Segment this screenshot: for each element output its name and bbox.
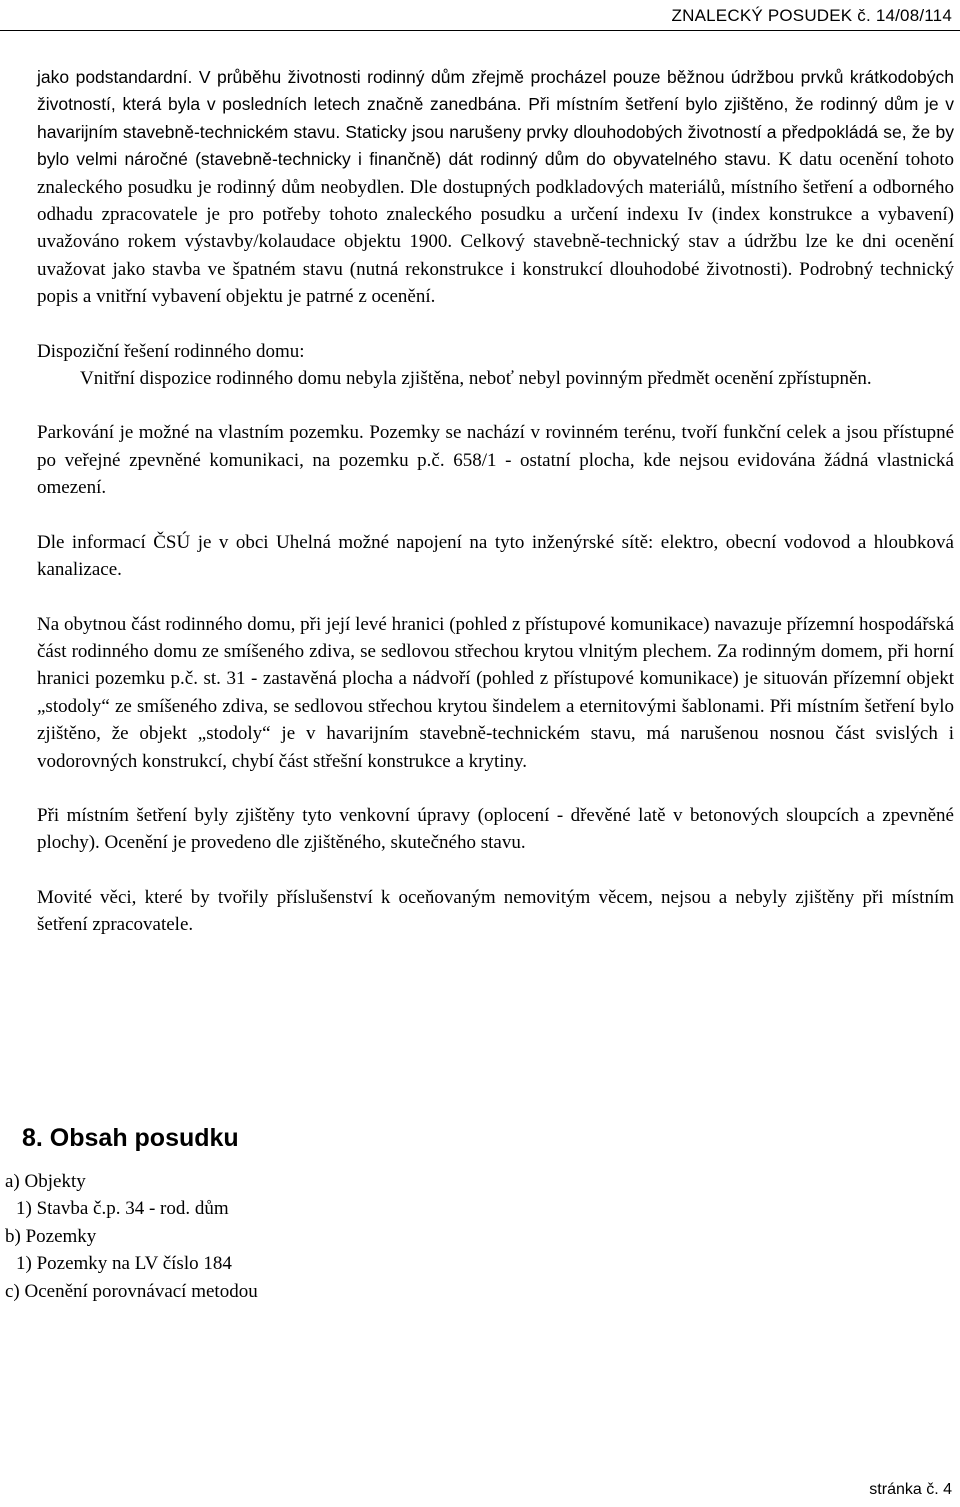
page-header: ZNALECKÝ POSUDEK č. 14/08/114 [671,6,952,25]
toc-item: c) Ocenění porovnávací metodou [5,1280,258,1302]
intro-sentence-2: Staticky jsou narušeny prvky dlouhodobých životností a předpokládá se, že by bylo velmi náročné (stavebně-technicky i finančně) dát rodinný dům do obyvatelného stavu. [37,121,954,170]
section-title: 8. Obsah posudku [22,1124,239,1152]
toc-subitem: 1) Pozemky na LV číslo 184 [16,1253,232,1275]
disposition-text: Vnitřní dispozice rodinného domu nebyla zjištěna, neboť nebyl povinným předmět ocenění zpřístupněn. [80,368,872,390]
utilities-paragraph: Dle informací ČSÚ je v obci Uhelná možné napojení na tyto inženýrské sítě: elektro, obecní vodovod a hloubková kanalizace. [37,531,954,581]
movables-paragraph: Movité věci, které by tvořily příslušenství k oceňovaným nemovitým věcem, nejsou a nebyly zjištěny při místním šetření zpracovatele. [37,886,954,936]
toc-item: a) Objekty [5,1171,86,1192]
contents-list [0,1168,258,1305]
disposition-heading: Dispoziční řešení rodinného domu: [37,340,305,362]
intro-sentence-1: jako podstandardní. V průběhu životnosti rodinný dům zřejmě procházel pouze běžnou údržbou prvků krátkodobých životností, která byla v posledních letech značně zanedbána. Při místním šetření bylo zjištěno, že rodinný dům je v havarijním stavebně-technickém stavu. [37,67,954,142]
intro-sentence-4: Dle dostupných podkladových materiálů, místního šetření a odborného odhadu zpracovatele je pro potřeby tohoto znaleckého posudku a určení indexu Iv (index konstrukce a vybavení) uvažováno rokem výstavby/kolaudace objektu 1900. Celkový stavebně-technický stav a údržbu lze ke dni ocenění uvažovat jako stavba ve špatném stavu (nutná rekonstrukce i konstrukcí dlouhodobé životnosti). Podrobný technický popis a vnitřní vybavení objektu je patrné z ocenění. [37,176,954,308]
intro-paragraph [37,64,954,311]
parking-paragraph: Parkování je možné na vlastním pozemku. Pozemky se nachází v rovinném terénu, tvoří funkční celek a jsou přístupné po veřejné zpevněné komunikaci, na pozemku p.č. 658/1 - ostatní plocha, kde nejsou evidována žádná vlastnická omezení. [37,422,954,499]
exterior-paragraph: Při místním šetření byly zjištěny tyto venkovní úpravy (oplocení - dřevěné latě v betonových sloupcích a zpevněné plochy). Ocenění je provedeno dle zjištěného, skutečného stavu. [37,804,954,854]
intro-sentence-3: K datu ocenění tohoto znaleckého posudku je rodinný dům neobydlen. [37,149,954,198]
page-number: stránka č. 4 [869,1481,952,1498]
document-body [37,64,954,939]
outbuildings-paragraph: Na obytnou část rodinného domu, při její levé hranici (pohled z přístupové komunikace) navazuje přízemní hospodářská část rodinného domu ze smíšeného zdiva, se sedlovou střechou krytou vlnitým plechem. Za rodinným domem, při horní hranici pozemku p.č. st. 31 - zastavěná plocha a nádvoří (pohled z přístupové komunikace) je situován přízemní objekt „stodoly“ ze smíšeného zdiva, se sedlovou střechou krytou šindelem a eternitovými šablonami. Při místním šetření bylo zjištěno, že objekt „stodoly“ je v havarijním stavebně-technickém stavu, má narušenou nosnou část svislých i vodorovných konstrukcí, chybí část střešní konstrukce a krytiny. [37,613,954,772]
toc-subitem: 1) Stavba č.p. 34 - rod. dům [16,1198,229,1220]
toc-item: b) Pozemky [5,1225,97,1247]
header-divider [0,30,960,31]
